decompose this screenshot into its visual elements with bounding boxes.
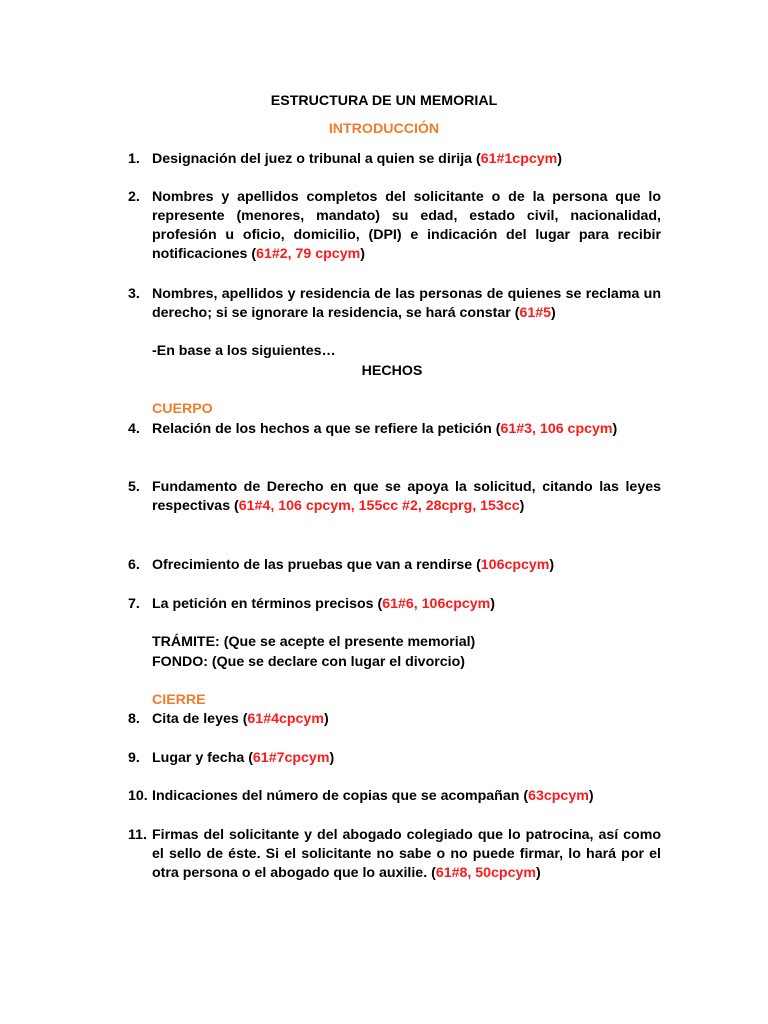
item-text: Firmas del solicitante y del abogado colegiado que lo patrocina, así como el sello de éste. Si el solicitante no sabe o no puede firmar, lo hará por el otra persona o el abogado que lo auxilie.	[152, 827, 661, 881]
list-item: Indicaciones del número de copias que se acompañan (63cpcym)	[152, 788, 594, 804]
section-cuerpo: CUERPO	[152, 401, 213, 417]
item-text: Cita de leyes	[152, 711, 239, 727]
item-number: 1.	[128, 151, 140, 167]
list-item: Nombres, apellidos y residencia de las personas de quienes se reclama un derecho; si se ignorare la residencia, se hará constar (61#5)	[152, 286, 661, 321]
item-number: 11.	[128, 827, 147, 843]
item-text: Lugar y fecha	[152, 750, 245, 766]
item-number: 7.	[128, 596, 140, 612]
item-reference: 61#4cpcym	[247, 711, 324, 727]
list-item: La petición en términos precisos (61#6, 106cpcym)	[152, 596, 496, 612]
item-reference: 61#4, 106 cpcym, 155cc #2, 28cprg, 153cc	[238, 498, 520, 514]
list-item: Designación del juez o tribunal a quien se dirija (61#1cpcym)	[152, 151, 562, 167]
note-fondo: FONDO: (Que se declare con lugar el divorcio)	[152, 654, 465, 670]
list-item: Cita de leyes (61#4cpcym)	[152, 711, 329, 727]
item-reference: 61#3, 106 cpcym	[500, 421, 613, 437]
list-item: Nombres y apellidos completos del solicitante o de la persona que lo represente (menores, mandato) su edad, estado civil, nacionalidad, profesión u oficio, domicilio, (DPI) e indicación del lugar para recibir notificaciones (61#2, 79 cpcym)	[152, 189, 661, 262]
item-number: 9.	[128, 750, 140, 766]
note-en-base: -En base a los siguientes…	[152, 343, 336, 359]
item-number: 4.	[128, 421, 140, 437]
item-reference: 61#1cpcym	[480, 151, 558, 167]
item-number: 8.	[128, 711, 140, 727]
list-item: Fundamento de Derecho en que se apoya la solicitud, citando las leyes respectivas (61#4, 106 cpcym, 155cc #2, 28cprg, 153cc)	[152, 479, 661, 514]
item-reference: 63cpcym	[528, 788, 589, 804]
item-reference: 61#2, 79 cpcym	[256, 246, 361, 262]
document-title: ESTRUCTURA DE UN MEMORIAL	[270, 93, 498, 109]
list-item: Ofrecimiento de las pruebas que van a rendirse (106cpcym)	[152, 557, 555, 573]
item-text: Ofrecimiento de las pruebas que van a rendirse	[152, 557, 473, 573]
item-reference: 61#8, 50cpcym	[435, 865, 536, 881]
item-reference: 61#7cpcym	[252, 750, 330, 766]
item-number: 6.	[128, 557, 140, 573]
list-item: Lugar y fecha (61#7cpcym)	[152, 750, 335, 766]
item-reference: 106cpcym	[480, 557, 550, 573]
item-text: Relación de los hechos a que se refiere la petición	[152, 421, 492, 437]
item-text: La petición en términos precisos	[152, 596, 374, 612]
item-reference: 61#6, 106cpcym	[382, 596, 491, 612]
item-number: 2.	[128, 189, 140, 205]
item-number: 3.	[128, 286, 140, 302]
note-tramite: TRÁMITE: (Que se acepte el presente memorial)	[152, 634, 476, 650]
item-text: Fundamento de Derecho en que se apoya la solicitud, citando las leyes respectivas	[152, 479, 661, 514]
list-item: Firmas del solicitante y del abogado colegiado que lo patrocina, así como el sello de éste. Si el solicitante no sabe o no puede firmar, lo hará por el otra persona o el abogado que lo auxilie. (61#8, 50cpcym)	[152, 827, 661, 881]
item-text: Designación del juez o tribunal a quien se dirija	[152, 151, 473, 167]
section-introduccion: INTRODUCCIÓN	[328, 121, 440, 137]
list-item: Relación de los hechos a que se refiere la petición (61#3, 106 cpcym)	[152, 421, 618, 437]
item-text: Nombres y apellidos completos del solicitante o de la persona que lo represente (menores, mandato) su edad, estado civil, nacionalidad, profesión u oficio, domicilio, (DPI) e indicación del lugar para recibir notificaciones	[152, 189, 661, 262]
item-text: Indicaciones del número de copias que se acompañan	[152, 788, 520, 804]
item-number: 10.	[128, 788, 148, 804]
item-number: 5.	[128, 479, 140, 495]
item-text: Nombres, apellidos y residencia de las personas de quienes se reclama un derecho; si se ignorare la residencia, se hará constar	[152, 286, 661, 321]
section-cierre: CIERRE	[152, 692, 206, 708]
hechos-heading: HECHOS	[361, 363, 423, 379]
item-reference: 61#5	[519, 305, 552, 321]
